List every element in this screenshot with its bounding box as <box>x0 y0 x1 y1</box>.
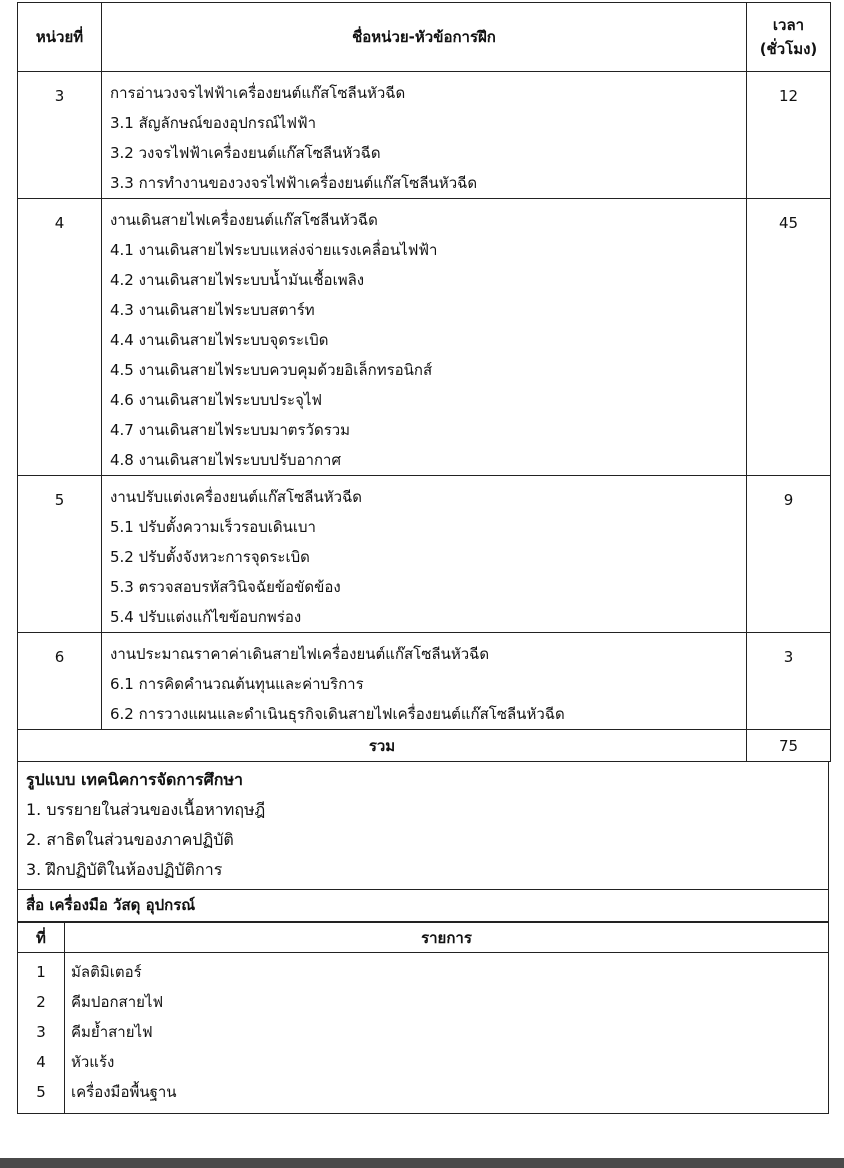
unit-title: งานปรับแต่งเครื่องยนต์แก๊สโซลีนหัวฉีด <box>110 488 363 506</box>
unit-title: งานประมาณราคาค่าเดินสายไฟเครื่องยนต์แก๊สโซลีนหัวฉีด <box>110 645 490 663</box>
unit-hours: 9 <box>747 476 831 633</box>
subtopic-item: 3.3 การทำงานของวงจรไฟฟ้าเครื่องยนต์แก๊สโซลีนหัวฉีด <box>110 174 478 192</box>
unit-number: 3 <box>18 72 102 199</box>
header-unit: หน่วยที่ <box>18 3 102 72</box>
material-number: 2 <box>36 993 46 1011</box>
material-name: หัวแร้ง <box>71 1053 115 1071</box>
subtopic-item: 4.2 งานเดินสายไฟระบบน้ำมันเชื้อเพลิง <box>110 271 365 289</box>
header-time <box>747 3 831 72</box>
subtopic-item: 5.1 ปรับตั้งความเร็วรอบเดินเบา <box>110 518 316 536</box>
teaching-items <box>26 795 828 885</box>
subtopic-item: 5.3 ตรวจสอบรหัสวินิจฉัยข้อขัดข้อง <box>110 578 341 596</box>
unit-hours: 3 <box>747 633 831 730</box>
unit-title: งานเดินสายไฟเครื่องยนต์แก๊สโซลีนหัวฉีด <box>110 211 378 229</box>
unit-row <box>18 476 831 633</box>
unit-number: 4 <box>18 199 102 476</box>
subtopic-item: 4.3 งานเดินสายไฟระบบสตาร์ท <box>110 301 315 319</box>
material-number: 5 <box>36 1083 46 1101</box>
unit-hours: 45 <box>747 199 831 476</box>
materials-names <box>65 953 829 1114</box>
document-page <box>17 2 829 1114</box>
unit-topics <box>102 476 747 633</box>
unit-hours: 12 <box>747 72 831 199</box>
subtopic-item: 5.4 ปรับแต่งแก้ไขข้อบกพร่อง <box>110 608 302 626</box>
unit-title: การอ่านวงจรไฟฟ้าเครื่องยนต์แก๊สโซลีนหัวฉีด <box>110 84 406 102</box>
total-hours: 75 <box>747 730 831 762</box>
materials-title: สื่อ เครื่องมือ วัสดุ อุปกรณ์ <box>17 890 829 922</box>
subtopic-item: 4.1 งานเดินสายไฟระบบแหล่งจ่ายแรงเคลื่อนไฟฟ้า <box>110 241 438 259</box>
material-name: คีมปอกสายไฟ <box>71 993 164 1011</box>
material-name: มัลติมิเตอร์ <box>71 963 142 981</box>
teaching-title: รูปแบบ เทคนิคการจัดการศึกษา <box>26 770 243 789</box>
materials-items-row <box>18 953 829 1114</box>
material-number: 1 <box>36 963 46 981</box>
materials-header-item: รายการ <box>65 923 829 953</box>
subtopic-item: 6.2 การวางแผนและดำเนินธุรกิจเดินสายไฟเครื่องยนต์แก๊สโซลีนหัวฉีด <box>110 705 565 723</box>
total-row <box>18 730 831 762</box>
subtopic-item: 3.1 สัญลักษณ์ของอุปกรณ์ไฟฟ้า <box>110 114 317 132</box>
subtopic-item: 6.1 การคิดคำนวณต้นทุนและค่าบริการ <box>110 675 364 693</box>
unit-topics <box>102 199 747 476</box>
page-bottom-bar <box>0 1158 844 1168</box>
subtopic-item: 5.2 ปรับตั้งจังหวะการจุดระเบิด <box>110 548 310 566</box>
unit-row <box>18 72 831 199</box>
header-time-line1: เวลา <box>772 16 805 34</box>
materials-numbers <box>18 953 65 1114</box>
subtopic-item: 3.2 วงจรไฟฟ้าเครื่องยนต์แก๊สโซลีนหัวฉีด <box>110 144 381 162</box>
material-name: คีมย้ำสายไฟ <box>71 1023 153 1041</box>
subtopic-item: 4.8 งานเดินสายไฟระบบปรับอากาศ <box>110 451 341 469</box>
teaching-item: 1. บรรยายในส่วนของเนื้อหาทฤษฎี <box>26 800 266 819</box>
teaching-item: 3. ฝึกปฏิบัติในห้องปฏิบัติการ <box>26 860 223 879</box>
subtopic-item: 4.7 งานเดินสายไฟระบบมาตรวัดรวม <box>110 421 351 439</box>
course-units-table <box>17 2 831 762</box>
unit-topics <box>102 633 747 730</box>
unit-row <box>18 633 831 730</box>
teaching-item: 2. สาธิตในส่วนของภาคปฏิบัติ <box>26 830 234 849</box>
materials-header-no: ที่ <box>18 923 65 953</box>
materials-table <box>17 922 829 1114</box>
total-label: รวม <box>18 730 747 762</box>
material-number: 4 <box>36 1053 46 1071</box>
unit-topics <box>102 72 747 199</box>
header-time-line2: (ชั่วโมง) <box>759 40 818 58</box>
unit-rows <box>18 72 831 730</box>
subtopic-item: 4.4 งานเดินสายไฟระบบจุดระเบิด <box>110 331 329 349</box>
material-name: เครื่องมือพื้นฐาน <box>71 1083 177 1101</box>
teaching-section <box>17 762 829 890</box>
materials-header-row <box>18 923 829 953</box>
table-header-row <box>18 3 831 72</box>
unit-row <box>18 199 831 476</box>
unit-number: 6 <box>18 633 102 730</box>
subtopic-item: 4.6 งานเดินสายไฟระบบประจุไฟ <box>110 391 323 409</box>
header-title: ชื่อหน่วย-หัวข้อการฝึก <box>102 3 747 72</box>
subtopic-item: 4.5 งานเดินสายไฟระบบควบคุมด้วยอิเล็กทรอนิกส์ <box>110 361 433 379</box>
material-number: 3 <box>36 1023 46 1041</box>
unit-number: 5 <box>18 476 102 633</box>
